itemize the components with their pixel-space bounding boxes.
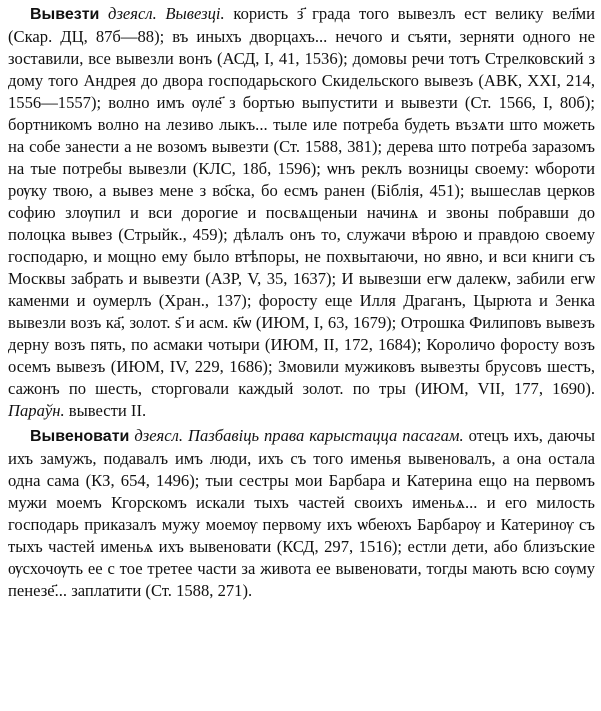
entry-vyvenovati xyxy=(8,425,595,602)
headword: Вывезти xyxy=(30,6,100,23)
grammar-label: дзеясл. xyxy=(134,426,184,445)
headword: Вывеновати xyxy=(30,428,130,445)
gloss: Вывезці. xyxy=(165,4,225,23)
cross-reference-text: вывести II. xyxy=(64,401,147,420)
grammar-label: дзеясл. xyxy=(108,4,157,23)
entry-text: користь з҃ града того вывезлъ ест велику вел҃ми (Скар. ДЦ, 87б—88); въ иныхъ дворцахъ... нечого и съяти, зерняти одного не зоставили, все вывезли вонъ (АСД, I, 41, 1536); домовы речи тотъ Стрелковский з дому того Андрея до двора господарьского Скидельского вывезъ (АВК, XXI, 214, 1556—1557); волно имъ ѹле҃ з бортью выпустити и вывезти (Ст. 1566, I, 80б); бортникомъ волно на лезиво лыкъ... тыле иле потреба будеть възѧти што можеть на собе занести а не возомъ вывезти (Ст. 1588, 381); дерева што потреба заразомъ на тые потребы вывезли (КЛС, 18б, 1596); ѡнъ реклъ возницы своему: ѡбороти рѹку твою, а вывез мене з во҃ска, бо есмъ ранен (Біблія, 451); вышеслав церков софию злѹпил и вси дорогие и посвѧщеныи начинѧ и звоны побравши до полоцка вывез (Стрыйк., 459); дѣлалъ онъ то, служачи вѣрою и правдою своему господарю, и мощно ему было втѣпоры, не похвытаючи, но явно, и вси книги съ Москвы забрать и вывезти (АЗР, V, 35, 1637); И вывезши егѡ далекѡ, забили егѡ каменми и оумерлъ (Хран., 137); форосту еще Илля Драганъ, Цырюта и Зенка вывезли возъ ка҃, золот. ѕ҃ и асм. к҃ѡ (ИЮМ, I, 63, 1679); Отрошка Филиповъ вывезъ дерну возъ пять, по асмаки чотыри (ИЮМ, II, 172, 1684); Короличо форосту возъ осемъ вывезъ (ИЮМ, IV, 229, 1686); Змовили мужиковъ вывезты брусовъ шестъ, сажонъ по шесть, сторговали каждый золот. по тры (ИЮМ, VII, 177, 1690). xyxy=(8,4,595,398)
entry-vyvezti xyxy=(8,3,595,422)
gloss: Пазбавіць права карыстацца пасагам. xyxy=(187,426,464,445)
entry-text: отецъ ихъ, даючы ихъ замужъ, подавалъ имъ люди, ихъ съ того именья вывеновалъ, а она остала одна сама (КЗ, 654, 1496); тыи сестры мои Барбара и Катерина ещо на первомъ мужи моемъ Кгорскомъ искали тыхъ частей своихъ именьѧ... и его милость господарь приказалъ мужу моемѹ первому ихъ ѡбеюхъ Барбарѹ и Катеринѹ съ тыхъ частей именьѧ ихъ вывеновати (КСД, 297, 1516); естли дети, або близъские ѹсхочѹть ее с тое третее части за живота ее вывеновати, тогды мають всю сѹму пенезе҃... заплатити (Ст. 1588, 271). xyxy=(8,426,595,600)
cross-reference-label: Параўн. xyxy=(8,401,65,420)
